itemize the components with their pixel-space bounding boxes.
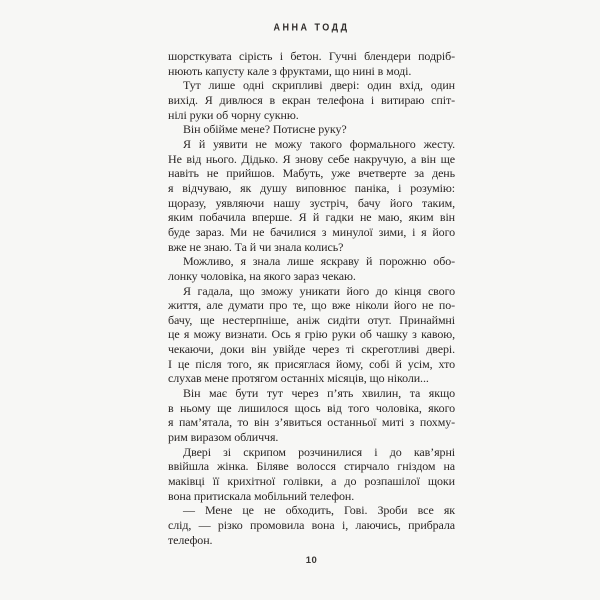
text-line: маківці її крихітної голівки, а до розпашілої щоки <box>168 474 455 489</box>
text-line: Він має бути тут через п’ять хвилин, та якщо <box>183 386 455 401</box>
paragraph <box>168 284 455 387</box>
paragraph <box>168 78 455 122</box>
text-line: в ньому ще лишилося щось від того чоловіка, якого <box>168 400 455 415</box>
paragraph <box>168 254 455 283</box>
text-line: слід, — різко промовила вона і, лаючись, прибрала <box>168 518 455 532</box>
text-line: рим виразом обличчя. <box>168 430 279 445</box>
paragraph <box>168 122 455 137</box>
text-line: щоразу, уявляючи нашу зустріч, бачу його таким, <box>168 195 455 210</box>
text-line: яким побачила вперше. Я й гадки не маю, яким він <box>168 210 455 225</box>
text-line: нюють капусту кале з фруктами, що нині в моді. <box>168 63 412 78</box>
text-line: вихід. Я дивлюся в екран телефона і витираю спіт- <box>168 92 455 107</box>
text-line: нілі руки об чорну сукню. <box>168 107 299 122</box>
text-line: це я можу визнати. Ось я грію руки об чашку з кавою, <box>168 327 455 342</box>
text-line: Він обійме мене? Потисне руку? <box>183 122 347 137</box>
text-line: І це після того, як присяглася йому, собі й усім, хто <box>168 356 455 371</box>
text-line: життя, але думати про те, що вже ніколи його не по- <box>168 298 455 313</box>
paragraph <box>168 386 455 445</box>
text-line: слухав мене протягом останніх місяців, що ніколи... <box>168 371 429 386</box>
text-line: Я гадала, що зможу уникати його до кінця свого <box>183 283 455 298</box>
text-line: Двері зі скрипом розчинилися і до кав’ярні <box>183 444 455 459</box>
text-line: чекаючи, доки він увійде через ті скреготливі двері. <box>168 342 455 357</box>
text-line: навіть не прийшов. Мабуть, уже вчетверте за день <box>168 166 455 181</box>
running-header-author: АННА ТОДД <box>273 21 350 33</box>
text-line: Можливо, я знала лише яскраву й порожню обо- <box>183 254 455 269</box>
text-line: Тут лише одні скрипливі двері: один вхід, один <box>183 78 455 93</box>
paragraph <box>168 503 455 547</box>
text-line: бачу, ще нестерпніше, аніж сидіти отут. Принаймні <box>168 312 455 327</box>
text-line: — Мене це не обходить, Гові. Зроби все як <box>183 503 455 518</box>
paragraph <box>168 445 455 504</box>
text-line: шорсткувата сірість і бетон. Гучні блендери подріб- <box>168 49 455 63</box>
text-line: вона притискала мобільний телефон. <box>168 488 355 503</box>
text-line: буде зараз. Ми не бачилися з минулої зими, і я його <box>168 224 455 239</box>
text-line: я пам’ятала, то він з’явиться останньої миті з похму- <box>168 415 455 430</box>
paragraph <box>168 137 455 254</box>
text-line: лонку чоловіка, на якого зараз чекаю. <box>168 268 356 283</box>
text-line: телефон. <box>168 532 213 547</box>
text-line: я відчуваю, як душу виповнює паніка, і розумію: <box>168 180 455 195</box>
page-number: 10 <box>305 555 318 566</box>
text-line: Я й уявити не можу такого формального жесту. <box>183 136 455 151</box>
text-line: Не від нього. Дідько. Я знову себе накручую, а він ще <box>168 151 455 166</box>
paragraph <box>168 49 455 78</box>
text-line: вже не знаю. Та й чи знала колись? <box>168 239 344 254</box>
text-line: ввійшла жінка. Біляве волосся стирчало гніздом на <box>168 459 455 474</box>
page-body <box>168 49 455 547</box>
